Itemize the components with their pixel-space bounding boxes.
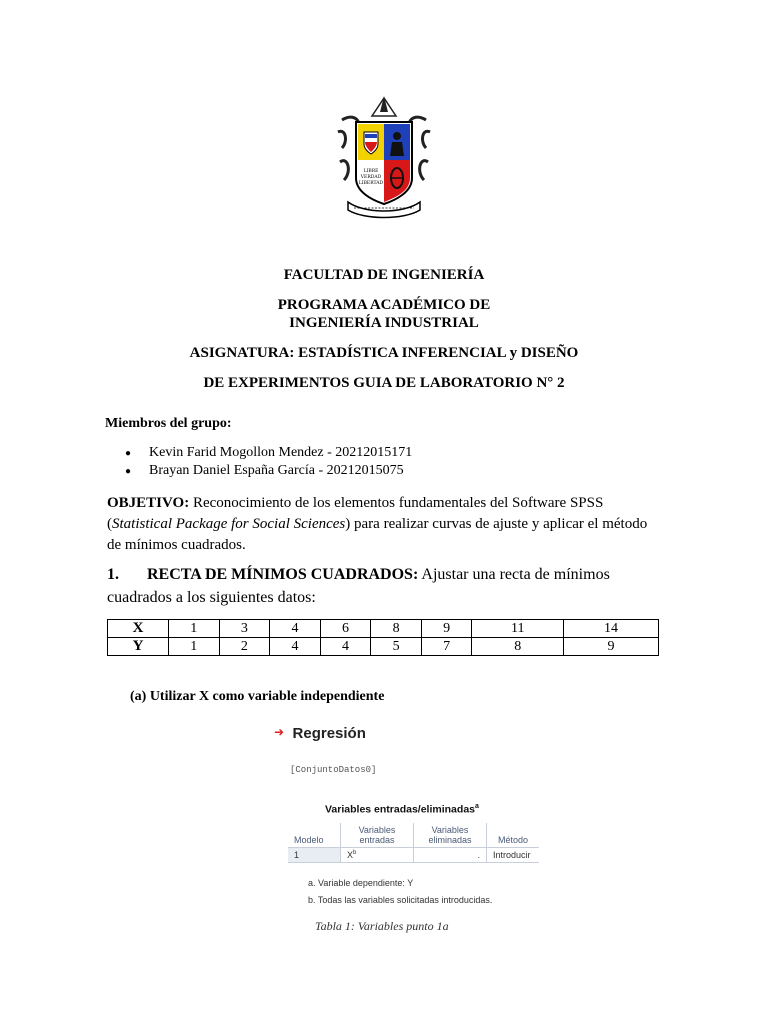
objective-text-1: Reconocimiento de los elementos fundamentales del Software SPSS [189,495,604,511]
faculty-heading: FACULTAD DE INGENIERÍA [283,267,485,283]
member-name: Kevin Farid Mogollon Mendez - 20212015171 [149,445,413,460]
spss-table-title-sup: a [475,803,479,810]
x-cell: 9 [421,620,472,638]
spss-note-a: a. Variable dependiente: Y [308,878,414,888]
y-cell: 5 [371,638,422,656]
section-1-heading [107,566,610,584]
table-row [108,638,659,656]
x-cell: 11 [472,620,564,638]
svg-text:VERDAD: VERDAD [360,175,382,180]
objective-paren: ( [107,516,112,532]
section-number: 1. [107,566,119,583]
list-item [105,462,412,480]
y-cell: 4 [320,638,371,656]
section-text-1: Ajustar una recta de mínimos [418,566,610,583]
spss-cell-entradas-text: X [347,850,354,860]
x-cell: 4 [270,620,321,638]
spss-note-b: b. Todas las variables solicitadas introducidas. [308,895,493,905]
spss-cell-entradas [341,848,414,863]
x-cell: 14 [564,620,659,638]
subject-heading-line-2: DE EXPERIMENTOS GUIA DE LABORATORIO N° 2 [203,375,565,391]
spss-cell-entradas-sup: b [353,850,357,856]
spss-header: Método [487,823,540,848]
spss-cell-eliminadas: . [414,848,487,863]
svg-text:LIBERTAD: LIBERTAD [358,181,384,186]
program-heading-line-1: PROGRAMA ACADÉMICO DE [277,297,491,313]
spss-dataset-label: [ConjuntoDatos0] [290,765,377,775]
objective-paragraph [107,493,687,556]
objective-label: OBJETIVO: [107,495,190,511]
x-cell: 8 [371,620,422,638]
university-crest-icon [334,92,434,222]
subject-heading-line-1: ASIGNATURA: ESTADÍSTICA INFERENCIAL y DISEÑO [189,345,579,361]
table-row [288,848,539,863]
member-name: Brayan Daniel España García - 20212015075 [149,463,404,478]
bullet-icon: ● [125,466,132,477]
svg-text:LIBRE: LIBRE [363,169,379,174]
y-cell: 8 [472,638,564,656]
spss-output-title [274,725,366,743]
program-heading-line-2: INGENIERÍA INDUSTRIAL [289,315,479,331]
y-cell: 1 [169,638,220,656]
group-members-title: Miembros del grupo: [105,416,232,431]
spss-cell-modelo: 1 [288,848,341,863]
group-members-list [105,444,412,480]
y-label: Y [108,638,169,656]
table-row [108,620,659,638]
spss-header: Modelo [294,835,324,845]
list-item [105,444,412,462]
y-cell: 2 [219,638,270,656]
x-cell: 1 [169,620,220,638]
y-cell: 4 [270,638,321,656]
table-caption: Tabla 1: Variables punto 1a [315,919,449,933]
red-arrow-icon: ➜ [274,725,285,739]
section-text-2: cuadrados a los siguientes datos: [107,589,316,606]
spss-header: Variables entradas [341,823,414,848]
spss-title: Regresión [292,725,366,742]
objective-text-3: de mínimos cuadrados. [107,537,246,553]
y-cell: 9 [564,638,659,656]
x-cell: 3 [219,620,270,638]
spss-variables-table [288,823,539,863]
spss-table-title-text: Variables entradas/eliminadas [325,803,475,816]
part-a-heading: (a) Utilizar X como variable independiente [130,689,385,704]
x-label: X [108,620,169,638]
section-title: RECTA DE MÍNIMOS CUADRADOS: [147,566,419,583]
table-row [288,823,539,848]
bullet-icon: ● [125,448,132,459]
spss-table-title [325,803,479,816]
x-cell: 6 [320,620,371,638]
objective-text-2: ) para realizar curvas de ajuste y aplicar el método [345,516,648,532]
objective-italic: Statistical Package for Social Sciences [112,516,346,532]
data-table [107,619,659,656]
spss-cell-metodo: Introducir [487,848,540,863]
spss-header: Variables eliminadas [414,823,487,848]
y-cell: 7 [421,638,472,656]
